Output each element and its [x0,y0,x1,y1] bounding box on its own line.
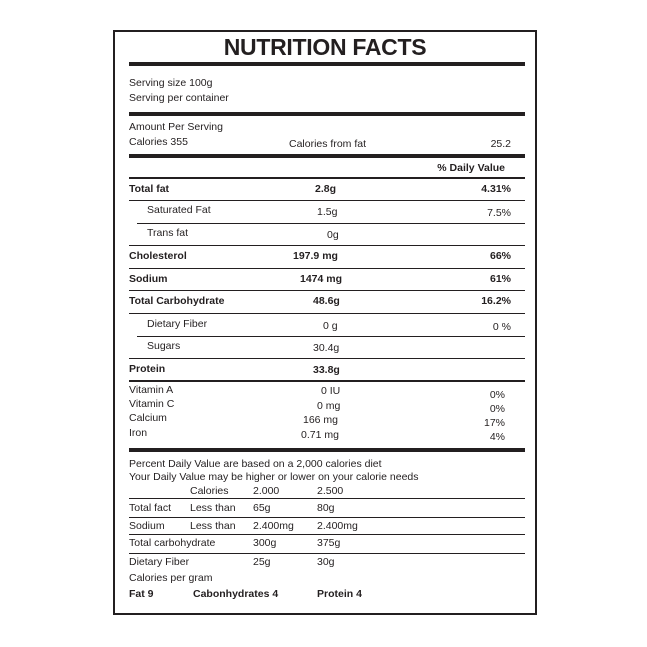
vitamin-dv: 0% [489,389,505,401]
divider-thick [129,112,525,116]
nutrient-amount: 33.8g [313,364,340,376]
divider [129,498,525,499]
calories-from-fat-label: Calories from fat [289,138,367,150]
vitamin-dv: 4% [489,431,505,443]
vitamin-name: Calcium [129,412,167,424]
nutrient-amount: 30.4g [313,342,340,354]
divider [129,517,525,518]
nutrient-dv: 0 % [492,321,511,333]
footnote-row-name: Sodium [129,520,165,532]
footnote-row-v1: 65g [253,502,271,514]
vitamin-amount: 0 mg [317,400,341,412]
divider-thick [129,448,525,452]
divider [129,245,525,246]
footnote-row-v2: 375g [317,537,341,549]
nutrient-name: Sugars [147,340,181,352]
divider [129,268,525,269]
nutrient-amount: 0 g [323,320,338,332]
footnote-header-2000: 2.000 [253,485,280,497]
nutrition-label [113,30,537,615]
footnote-line1: Percent Daily Value are based on a 2,000 calories diet [129,458,382,470]
calories-per-gram: Calories per gram [129,572,213,584]
nutrient-amount: 1.5g [317,206,338,218]
carbs-per-gram: Cabonhydrates 4 [193,588,279,600]
nutrient-name: Protein [129,363,166,375]
divider [129,290,525,291]
nutrient-amount: 2.8g [315,183,337,195]
calories-from-fat-value: 25.2 [490,138,511,150]
daily-value-header: % Daily Value [437,162,505,174]
footnote-row-name: Total carbohydrate [129,537,216,549]
footnote-row-v2: 80g [317,502,335,514]
footnote-row-v2: 30g [317,556,335,568]
footnote-row-v1: 300g [253,537,277,549]
nutrient-amount: 197.9 mg [293,250,338,262]
nutrient-name: Total fat [129,183,170,195]
vitamin-amount: 0.71 mg [301,429,339,441]
vitamin-name: Vitamin A [129,384,174,396]
divider [129,177,525,179]
nutrient-name: Sodium [129,273,168,285]
calories: Calories 355 [129,136,188,148]
footnote-row-qual: Less than [190,520,236,532]
divider [129,534,525,535]
footnote-row-name: Dietary Fiber [129,556,190,568]
footnote-row-name: Total fact [129,502,172,514]
nutrient-dv: 16.2% [481,295,511,307]
fat-per-gram: Fat 9 [129,588,154,600]
vitamin-amount: 166 mg [303,414,339,426]
footnote-row-v1: 2.400mg [253,520,294,532]
nutrient-amount: 0g [327,229,339,241]
nutrient-name: Cholesterol [129,250,187,262]
nutrient-amount: 1474 mg [300,273,343,285]
footnote-header-2500: 2.500 [317,485,344,497]
footnote-row-qual: Less than [190,502,236,514]
nutrient-name: Trans fat [147,227,189,239]
divider-thick [129,62,525,66]
vitamin-dv: 0% [489,403,505,415]
nutrient-name: Total Carbohydrate [129,295,225,307]
divider [129,313,525,314]
vitamin-dv: 17% [483,417,505,429]
divider [129,380,525,382]
nutrient-dv: 4.31% [481,183,511,195]
serving-size: Serving size 100g [129,77,213,89]
footnote-line2: Your Daily Value may be higher or lower on your calorie needs [129,471,419,483]
divider [129,358,525,359]
footnote-row-v2: 2.400mg [317,520,358,532]
nutrient-dv: 61% [489,273,511,285]
protein-per-gram: Protein 4 [317,588,362,600]
divider [129,553,525,554]
divider [137,223,525,224]
nutrient-amount: 48.6g [313,295,340,307]
footnote-row-v1: 25g [253,556,271,568]
nutrient-dv: 7.5% [487,207,511,219]
nutrient-name: Dietary Fiber [147,318,208,330]
divider [137,336,525,337]
amount-per-serving: Amount Per Serving [129,121,223,133]
nutrient-name: Saturated Fat [147,204,211,216]
divider [129,200,525,201]
vitamin-name: Iron [129,427,148,439]
vitamin-amount: 0 IU [321,385,341,397]
vitamin-name: Vitamin C [129,398,175,410]
label-title: NUTRITION FACTS [223,34,427,60]
nutrient-dv: 66% [489,250,511,262]
divider-thick [129,154,525,158]
serving-per-container: Serving per container [129,92,229,104]
footnote-header-calories: Calories [190,485,229,497]
